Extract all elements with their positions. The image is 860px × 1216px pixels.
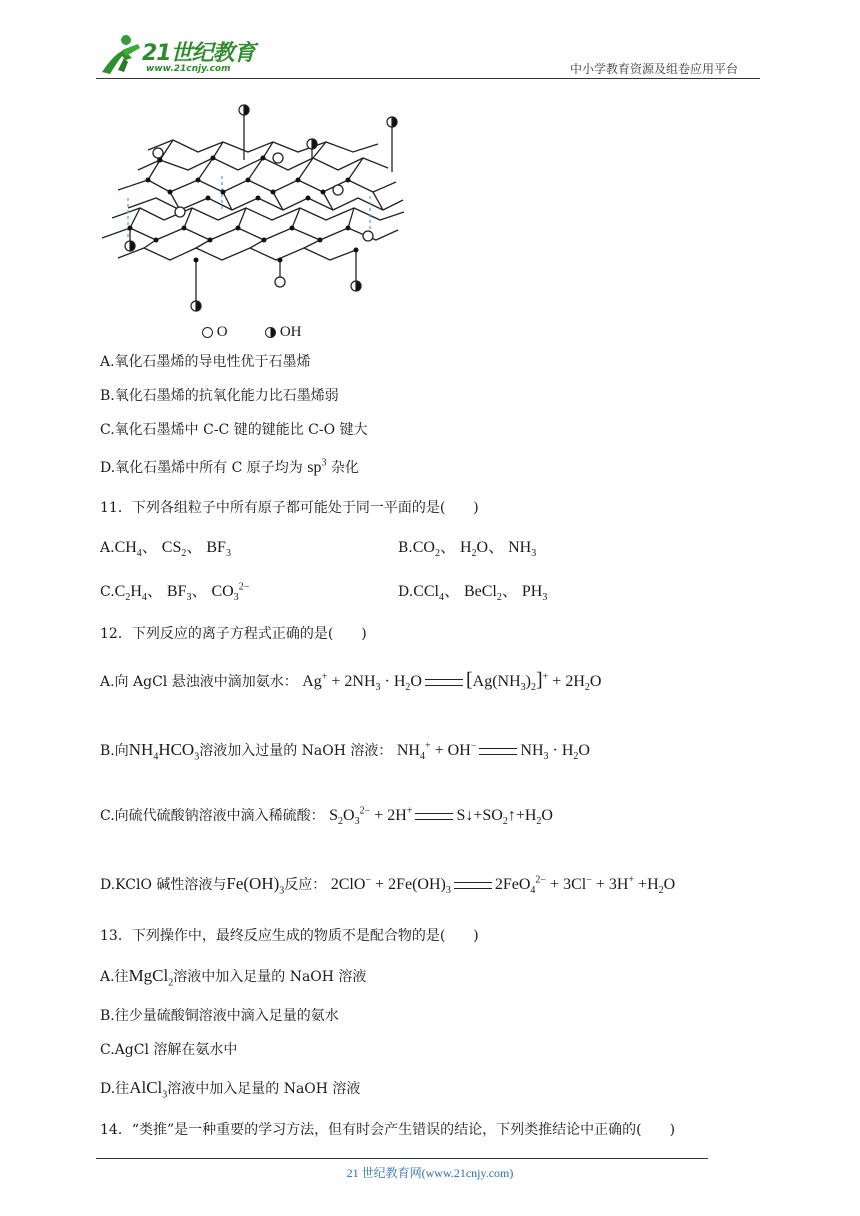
- q10-option-a: A.氧化石墨烯的导电性优于石墨烯: [100, 354, 311, 370]
- graphene-oxide-figure: [98, 100, 418, 320]
- header-platform-text: 中小学教育资源及组卷应用平台: [570, 62, 739, 76]
- q11-stem: 11．下列各组粒子中所有原子都可能处于同一平面的是( ): [100, 500, 479, 516]
- header-logo: [96, 34, 266, 78]
- oh-legend-icon: [265, 327, 276, 338]
- header-rule: [96, 78, 760, 79]
- runner-logo-icon: [96, 34, 144, 76]
- q14-stem: 14．“类推”是一种重要的学习方法，但有时会产生错误的结论，下列类推结论中正确的( ): [100, 1122, 676, 1138]
- q12-option-a: A.向 AgCl 悬浊液中滴加氨水： $Ag^+ + 2NH_3 \cdot H_2O$ $[Ag(NH_3)_2]^+ + 2H_2O$: [100, 669, 602, 694]
- o-legend-icon: [202, 327, 213, 338]
- q10-option-b: B.氧化石墨烯的抗氧化能力比石墨烯弱: [100, 388, 339, 404]
- q10-option-d: D.氧化石墨烯中所有 C 原子均为 $sp^3$ 杂化: [100, 457, 359, 476]
- q12-stem: 12．下列反应的离子方程式正确的是( ): [100, 626, 367, 642]
- o-legend-label: O: [216, 324, 228, 340]
- q13-stem: 13．下列操作中，最终反应生成的物质不是配合物的是( ): [100, 928, 479, 944]
- logo-url: www.21cnjy.com: [146, 64, 231, 74]
- logo-title: 21世纪教育: [142, 41, 255, 66]
- figure-legend: [202, 324, 302, 341]
- q13-option-d: D.往AlCl$_3$溶液中加入足量的 NaOH 溶液: [100, 1078, 361, 1101]
- oh-legend-label: OH: [279, 324, 302, 340]
- q12-option-c: C.向硫代硫酸钠溶液中滴入稀硫酸： $S_2O_3^{2-} + 2H^+$ $S↓+SO_2↑+H_2O$: [100, 805, 553, 828]
- q13-option-b: B.往少量硫酸铜溶液中滴入足量的氨水: [100, 1008, 339, 1024]
- q13-option-a: A.往MgCl$_2$溶液中加入足量的 NaOH 溶液: [100, 966, 367, 989]
- q12-option-b: B.向$NH_4HCO_3$溶液加入过量的 NaOH 溶液： $NH_4^+ + OH^-$ $NH_3 \cdot H_2O$: [100, 740, 590, 763]
- footer-rule: [96, 1158, 708, 1159]
- q11-option-a: $A.CH_4$、 $CS_2$、 $BF_3$: [100, 539, 231, 560]
- graphene-oxide-structure-diagram: [98, 100, 418, 320]
- footer-text: 21 世纪教育网(www.21cnjy.com): [346, 1166, 514, 1180]
- q13-option-c: C.AgCl 溶解在氨水中: [100, 1042, 238, 1058]
- q10-option-c: C.氧化石墨烯中 C-C 键的键能比 C-O 键大: [100, 422, 368, 438]
- q11-option-d: D.CCl$_4$、 BeCl$_2$、 $PH_3$: [398, 583, 548, 604]
- q11-option-b: $B.CO_2$、 $H_2O$、 $NH_3$: [398, 539, 537, 560]
- q12-option-d: D.KClO 碱性溶液与$Fe(OH)_3$反应： $2ClO^- + 2Fe(OH)_3$ $2FeO_4^{2-} + 3Cl^- + 3H^+ +H_2O$: [100, 874, 676, 897]
- q11-option-c: $C.C_2H_4$、 $BF_3$、 $CO_3^{2-}$: [100, 581, 250, 604]
- oh-group-1: [239, 105, 249, 115]
